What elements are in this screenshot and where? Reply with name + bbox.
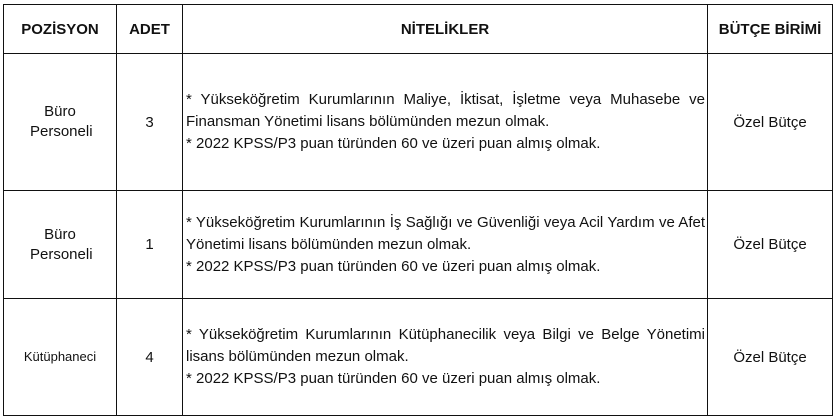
cell-pozisyon: Büro Personeli <box>4 54 117 191</box>
header-butce-birimi: BÜTÇE BİRİMİ <box>708 5 833 54</box>
cell-nitelikler <box>183 299 708 416</box>
nitelik-item: * 2022 KPSS/P3 puan türünden 60 ve üzeri puan almış olmak. <box>186 257 601 275</box>
table-header-row <box>4 5 833 54</box>
table-row <box>4 299 833 416</box>
cell-adet: 3 <box>117 54 183 191</box>
cell-pozisyon: Büro Personeli <box>4 191 117 299</box>
nitelik-item: * Yükseköğretim Kurumlarının Kütüphanecilik veya Bilgi ve Belge Yönetimi lisans bölümünden mezun olmak. <box>186 326 705 365</box>
nitelik-item: * 2022 KPSS/P3 puan türünden 60 ve üzeri puan almış olmak. <box>186 135 601 152</box>
table-row <box>4 54 833 191</box>
header-pozisyon: POZİSYON <box>4 5 117 54</box>
cell-butce: Özel Bütçe <box>708 191 833 299</box>
positions-table <box>3 4 833 416</box>
cell-adet: 1 <box>117 191 183 299</box>
cell-nitelikler <box>183 54 708 191</box>
cell-pozisyon: Kütüphaneci <box>4 299 117 416</box>
cell-butce: Özel Bütçe <box>708 299 833 416</box>
nitelik-item: * Yükseköğretim Kurumlarının İş Sağlığı ve Güvenliği veya Acil Yardım ve Afet Yönetimi lisans bölümünden mezun olmak. <box>186 213 705 253</box>
cell-adet: 4 <box>117 299 183 416</box>
nitelik-item: * Yükseköğretim Kurumlarının Maliye, İktisat, İşletme veya Muhasebe ve Finansman Yönetimi lisans bölümünden mezun olmak. <box>186 91 705 130</box>
cell-nitelikler <box>183 191 708 299</box>
cell-butce: Özel Bütçe <box>708 54 833 191</box>
header-nitelikler: NİTELİKLER <box>183 5 708 54</box>
table-row <box>4 191 833 299</box>
header-adet: ADET <box>117 5 183 54</box>
nitelik-item: * 2022 KPSS/P3 puan türünden 60 ve üzeri puan almış olmak. <box>186 370 601 387</box>
